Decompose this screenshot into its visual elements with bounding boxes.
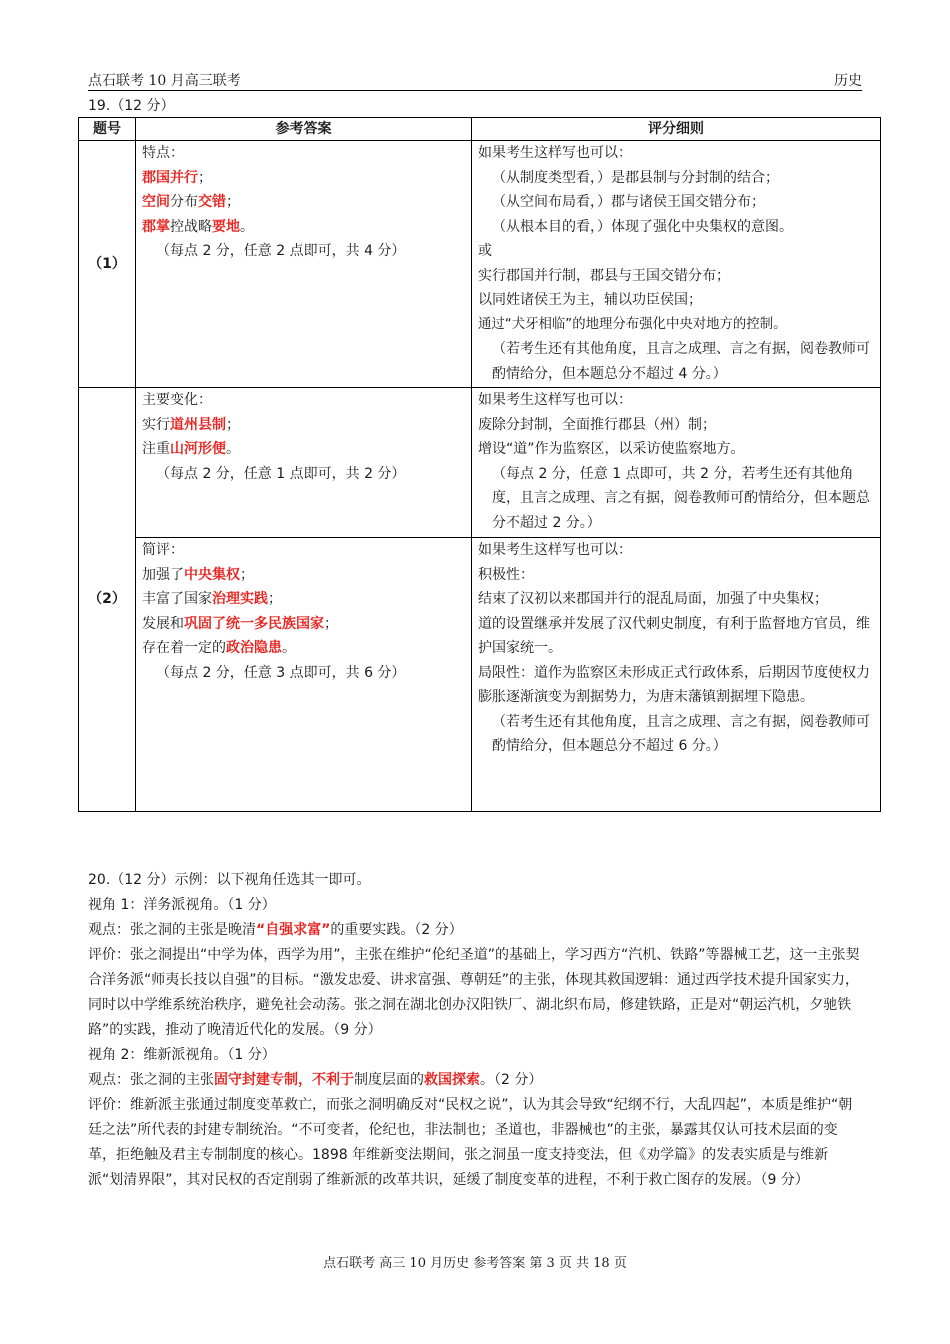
rubric-line: 如果考生这样写也可以： [478,542,632,558]
row-number: （1） [79,141,136,388]
header-rule [88,90,862,91]
answer-cell [136,538,472,812]
answer-line: 特点： [142,145,184,161]
table-row [79,141,881,388]
table-header-row [79,118,881,141]
key-term: 不利于 [312,1072,354,1088]
viewpoint-1 [88,918,862,943]
q19-answer-table [78,117,881,812]
q20-title: 20.（12 分）示例：以下视角任选其一即可。 [88,872,371,888]
header-answer: 参考答案 [136,118,472,141]
key-term: 空间 [142,194,170,210]
rubric-note: （若考生还有其他角度，且言之成理、言之有据，阅卷教师可酌情给分，但本题总分不超过 4 分。） [492,341,870,382]
answer-line: 主要变化： [142,392,212,408]
table-row [79,538,881,812]
perspective-1: 视角 1：洋务派视角。（1 分） [88,897,276,913]
rubric-note: （若考生还有其他角度，且言之成理、言之有据，阅卷教师可酌情给分，但本题总分不超过 6 分。） [492,713,870,754]
key-term: “自强求富” [256,922,331,938]
punct: ； [268,591,282,607]
key-term: 要地 [212,218,240,235]
rubric-line: 废除分封制，全面推行郡县（州）制； [478,416,716,433]
rubric-cell [472,141,881,388]
rubric-line: 如果考生这样写也可以： [478,145,632,161]
key-term: 道州县制 [170,416,226,433]
answer-line [142,563,465,588]
text: 加强了 [142,566,184,583]
key-term: 交错 [198,194,226,210]
rubric-line: （从根本目的看，）体现了强化中央集权的意图。 [492,218,793,235]
answer-cell [136,388,472,538]
answer-cell [136,141,472,388]
text: 制度层面的 [354,1072,424,1088]
score-note: （每点 2 分，任意 1 点即可，共 2 分） [156,465,406,482]
viewpoint-2 [88,1068,862,1093]
answer-line [142,612,465,637]
text: 控战略 [170,218,212,235]
rubric-cell [472,538,881,812]
rubric-line: 道的设置继承并发展了汉代刺史制度，有利于监督地方官员，维护国家统一。 [478,615,870,656]
rubric-note: （每点 2 分，任意 1 点即可，共 2 分，若考生还有其他角度，且言之成理、言之有据，阅卷教师可酌情给分，但本题总分不超过 2 分。） [492,465,870,531]
key-term: 中央集权 [184,566,240,583]
answer-line [142,413,465,438]
answer-line [142,587,465,612]
answer-line [142,190,465,215]
rubric-line: 结束了汉初以来郡国并行的混乱局面，加强了中央集权； [478,591,828,607]
answer-line [142,636,465,661]
answer-line [142,437,465,462]
text: 注重 [142,441,170,457]
text: 存在着一定的 [142,640,226,656]
key-term: 政治隐患 [226,640,282,656]
rubric-cell [472,388,881,538]
key-term: 治理实践 [212,591,268,607]
page-footer: 点石联考 高三 10 月历史 参考答案 第 3 页 共 18 页 [323,1256,627,1271]
key-term: 郡国并行 [142,169,198,186]
punct: 。 [240,218,254,235]
punct: ； [240,566,254,583]
rubric-line: （从空间布局看，）郡与诸侯王国交错分布； [492,194,765,210]
rubric-line: 如果考生这样写也可以： [478,392,632,408]
answer-line: 简评： [142,542,184,558]
punct: 。 [282,640,296,656]
punct: 。 [226,441,240,457]
text: 发展和 [142,615,184,632]
text: 实行 [142,416,170,433]
q20-section [88,868,862,1193]
rubric-line: 增设“道”作为监察区，以采访使监察地方。 [478,441,745,457]
punct: ； [198,169,212,186]
header-num: 题号 [79,118,136,141]
perspective-2: 视角 2：维新派视角。（1 分） [88,1047,276,1063]
header-exam-name: 点石联考 10 月高三联考 [88,73,241,89]
rubric-line: 实行郡国并行制，郡县与王国交错分布； [478,267,730,284]
punct: ； [226,194,240,210]
table-row [79,388,881,538]
evaluation-2: 评价：维新派主张通过制度变革救亡，而张之洞明确反对“民权之说”，认为其会导致“纪纲不行，大乱四起”，本质是维护“朝廷之法”所代表的封建专制统治。“不可变者，伦纪也，非法制也；圣道也，非器械也”的主张，暴露其仅认可技术层面的变革，拒绝触及君主专制制度的核心。1898 年维新变法期间，张之洞虽一度支持变法，但《劝学篇》的发表实质是与维新派“划清界限”，其对民权的否定削弱了维新派的改革共识，延缓了制度变革的进程，不利于救亡图存的发展。（9 分） [88,1097,853,1188]
q19-title: 19.（12 分） [88,98,175,114]
punct: ； [324,615,338,632]
text: 观点：张之洞的主张是晚清 [88,922,256,938]
evaluation-1: 评价：张之洞提出“中学为体，西学为用”，主张在维护“伦纪圣道”的基础上，学习西方“汽机、铁路”等器械工艺，这一主张契合洋务派“师夷长技以自强”的目标。“激发忠爱、讲求富强、尊朝廷”的主张，体现其救国逻辑：通过西学技术提升国家实力，同时以中学维系统治秩序，避免社会动荡。张之洞在湖北创办汉阳铁厂、湖北织布局，修建铁路，正是对“朝运汽机，夕驰铁路”的实践，推动了晚清近代化的发展。（9 分） [88,947,860,1038]
key-term: 巩固了统一多民族国家 [184,615,324,632]
rubric-line: 积极性： [478,566,534,583]
rubric-line: 局限性：道作为监察区未形成正式行政体系，后期因节度使权力膨胀逐渐演变为割据势力，为唐末藩镇割据埋下隐患。 [478,664,870,705]
rubric-line: 或 [478,243,492,259]
answer-line [142,166,465,191]
key-term: 山河形便 [170,441,226,457]
header-rubric: 评分细则 [472,118,881,141]
answer-line [142,215,465,240]
punct: ， [298,1072,312,1088]
score-note: （每点 2 分，任意 2 点即可，共 4 分） [156,243,406,259]
page-header [88,70,862,90]
score-note: （每点 2 分，任意 3 点即可，共 6 分） [156,664,406,681]
text: 。（2 分） [480,1072,543,1088]
rubric-line: 通过“犬牙相临”的地理分布强化中央对地方的控制。 [478,316,787,332]
key-term: 郡掌 [142,218,170,235]
text: 分布 [170,194,198,210]
key-term: 救国探索 [424,1072,480,1088]
rubric-line: （从制度类型看，）是郡县制与分封制的结合； [492,169,779,186]
row-number: （2） [79,388,136,812]
text: 的重要实践。（2 分） [330,922,463,938]
rubric-line: 以同姓诸侯王为主，辅以功臣侯国； [478,292,702,308]
text: 丰富了国家 [142,591,212,607]
header-subject: 历史 [834,73,862,89]
text: 观点：张之洞的主张 [88,1072,214,1088]
punct: ； [226,416,240,433]
key-term: 固守封建专制 [214,1072,298,1088]
